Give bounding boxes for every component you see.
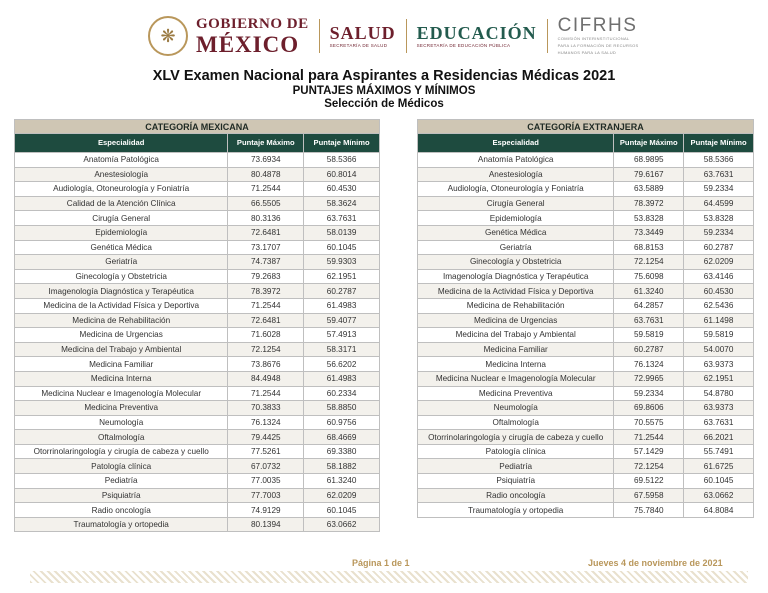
cell-puntaje-minimo: 58.0139 (304, 225, 380, 240)
cell-especialidad: Medicina Preventiva (15, 401, 228, 416)
cell-especialidad: Anestesiología (418, 167, 614, 182)
cell-puntaje-minimo: 59.2334 (684, 225, 754, 240)
cell-puntaje-maximo: 64.2857 (614, 298, 684, 313)
table-row (418, 328, 754, 343)
table-row (15, 313, 380, 328)
cell-puntaje-minimo: 64.8084 (684, 503, 754, 518)
table-row (15, 298, 380, 313)
cell-puntaje-minimo: 61.4983 (304, 298, 380, 313)
cell-puntaje-maximo: 72.9965 (614, 371, 684, 386)
cell-puntaje-minimo: 64.4599 (684, 196, 754, 211)
cell-puntaje-minimo: 61.6725 (684, 459, 754, 474)
cell-especialidad: Neumología (15, 415, 228, 430)
cell-puntaje-maximo: 63.5889 (614, 182, 684, 197)
cell-puntaje-maximo: 72.1254 (228, 342, 304, 357)
cell-puntaje-maximo: 74.7387 (228, 255, 304, 270)
cell-especialidad: Epidemiología (15, 225, 228, 240)
cell-puntaje-minimo: 62.0209 (684, 255, 754, 270)
cell-puntaje-minimo: 63.4146 (684, 269, 754, 284)
cell-puntaje-maximo: 80.3136 (228, 211, 304, 226)
cell-especialidad: Calidad de la Atención Clínica (15, 196, 228, 211)
cell-puntaje-maximo: 80.1394 (228, 517, 304, 532)
cell-especialidad: Genética Médica (418, 225, 614, 240)
cell-puntaje-minimo: 63.7631 (684, 415, 754, 430)
cell-especialidad: Patología clínica (418, 444, 614, 459)
cell-especialidad: Traumatología y ortopedia (15, 517, 228, 532)
educacion-logo: EDUCACIÓN SECRETARÍA DE EDUCACIÓN PÚBLICA (416, 22, 537, 48)
cell-puntaje-maximo: 53.8328 (614, 211, 684, 226)
column-header-maximo: Puntaje Máximo (228, 134, 304, 153)
column-header-minimo: Puntaje Mínimo (684, 134, 754, 153)
table-row (15, 401, 380, 416)
cell-puntaje-maximo: 72.1254 (614, 459, 684, 474)
column-header-minimo: Puntaje Mínimo (304, 134, 380, 153)
cell-especialidad: Medicina Interna (15, 371, 228, 386)
cell-puntaje-maximo: 66.5505 (228, 196, 304, 211)
cell-especialidad: Medicina Nuclear e Imagenología Molecular (418, 371, 614, 386)
table-row (418, 313, 754, 328)
cell-puntaje-minimo: 60.4530 (304, 182, 380, 197)
table-row (15, 474, 380, 489)
cell-puntaje-maximo: 70.5575 (614, 415, 684, 430)
cell-puntaje-minimo: 59.2334 (684, 182, 754, 197)
cell-puntaje-minimo: 58.3624 (304, 196, 380, 211)
cell-especialidad: Medicina Interna (418, 357, 614, 372)
cell-puntaje-minimo: 63.7631 (684, 167, 754, 182)
cell-puntaje-maximo: 71.2544 (228, 386, 304, 401)
cell-especialidad: Cirugía General (15, 211, 228, 226)
table-row (15, 503, 380, 518)
cell-puntaje-maximo: 74.9129 (228, 503, 304, 518)
cell-puntaje-maximo: 68.8153 (614, 240, 684, 255)
cell-especialidad: Psiquiatría (15, 488, 228, 503)
cell-puntaje-maximo: 59.5819 (614, 328, 684, 343)
cell-especialidad: Geriatría (15, 255, 228, 270)
table-categoria-extranjera (417, 119, 754, 518)
cell-puntaje-maximo: 77.0035 (228, 474, 304, 489)
table-row (418, 182, 754, 197)
cell-especialidad: Radio oncología (15, 503, 228, 518)
table-row (418, 153, 754, 168)
document-date: Jueves 4 de noviembre de 2021 (588, 558, 723, 568)
page-selection: Selección de Médicos (324, 98, 444, 110)
cell-puntaje-minimo: 59.5819 (684, 328, 754, 343)
cell-puntaje-minimo: 60.1045 (304, 240, 380, 255)
table-row (15, 488, 380, 503)
cell-puntaje-minimo: 55.7491 (684, 444, 754, 459)
cell-puntaje-maximo: 59.2334 (614, 386, 684, 401)
table-row (15, 225, 380, 240)
cell-puntaje-minimo: 60.1045 (304, 503, 380, 518)
cell-puntaje-maximo: 71.2544 (228, 182, 304, 197)
cell-puntaje-maximo: 71.6028 (228, 328, 304, 343)
table-categoria-mexicana (14, 119, 380, 532)
cell-puntaje-maximo: 73.6934 (228, 153, 304, 168)
cell-puntaje-maximo: 61.3240 (614, 284, 684, 299)
table-row (418, 444, 754, 459)
table-row (15, 269, 380, 284)
cell-especialidad: Medicina Nuclear e Imagenología Molecular (15, 386, 228, 401)
table-row (418, 269, 754, 284)
page-number: Página 1 de 1 (352, 558, 410, 568)
cell-puntaje-maximo: 69.8606 (614, 401, 684, 416)
cell-puntaje-minimo: 60.2334 (304, 386, 380, 401)
cell-puntaje-minimo: 61.3240 (304, 474, 380, 489)
cell-puntaje-maximo: 78.3972 (228, 284, 304, 299)
table-row (15, 357, 380, 372)
cell-puntaje-minimo: 54.0070 (684, 342, 754, 357)
table-row (15, 196, 380, 211)
table-row (418, 459, 754, 474)
cell-puntaje-maximo: 79.2683 (228, 269, 304, 284)
cell-especialidad: Ginecología y Obstetricia (15, 269, 228, 284)
cell-puntaje-minimo: 69.3380 (304, 444, 380, 459)
cell-puntaje-maximo: 75.6098 (614, 269, 684, 284)
cell-puntaje-minimo: 62.1951 (304, 269, 380, 284)
cell-puntaje-minimo: 61.4983 (304, 371, 380, 386)
cell-especialidad: Epidemiología (418, 211, 614, 226)
table-row (418, 357, 754, 372)
table-row (15, 430, 380, 445)
cell-puntaje-minimo: 63.9373 (684, 401, 754, 416)
header-logos (148, 14, 639, 58)
cell-especialidad: Traumatología y ortopedia (418, 503, 614, 518)
column-header-maximo: Puntaje Máximo (614, 134, 684, 153)
table-row (418, 401, 754, 416)
cell-puntaje-minimo: 58.8850 (304, 401, 380, 416)
cell-especialidad: Audiología, Otoneurología y Foniatría (15, 182, 228, 197)
cell-especialidad: Imagenología Diagnóstica y Terapéutica (418, 269, 614, 284)
cell-puntaje-minimo: 58.3171 (304, 342, 380, 357)
cell-puntaje-maximo: 77.5261 (228, 444, 304, 459)
cell-especialidad: Medicina de la Actividad Física y Deportiva (418, 284, 614, 299)
cell-puntaje-minimo: 56.6202 (304, 357, 380, 372)
table-row (418, 196, 754, 211)
cell-puntaje-maximo: 70.3833 (228, 401, 304, 416)
cell-puntaje-minimo: 53.8328 (684, 211, 754, 226)
cell-especialidad: Otorrinolaringología y cirugía de cabeza y cuello (15, 444, 228, 459)
table-row (418, 255, 754, 270)
cell-especialidad: Patología clínica (15, 459, 228, 474)
cell-puntaje-maximo: 63.7631 (614, 313, 684, 328)
salud-logo: SALUD SECRETARÍA DE SALUD (329, 22, 396, 48)
table-row (15, 517, 380, 532)
cell-especialidad: Medicina de Urgencias (15, 328, 228, 343)
cell-puntaje-minimo: 63.0662 (684, 488, 754, 503)
table-row (15, 328, 380, 343)
page-title: XLV Examen Nacional para Aspirantes a Residencias Médicas 2021 (152, 68, 616, 84)
cell-especialidad: Oftalmología (418, 415, 614, 430)
cell-puntaje-minimo: 63.9373 (684, 357, 754, 372)
cell-puntaje-minimo: 61.1498 (684, 313, 754, 328)
table-row (15, 342, 380, 357)
cell-especialidad: Medicina de Rehabilitación (418, 298, 614, 313)
table-row (15, 386, 380, 401)
table-row (418, 240, 754, 255)
cell-especialidad: Medicina Familiar (418, 342, 614, 357)
cell-puntaje-minimo: 62.5436 (684, 298, 754, 313)
cell-especialidad: Medicina del Trabajo y Ambiental (15, 342, 228, 357)
cell-puntaje-maximo: 77.7003 (228, 488, 304, 503)
cell-especialidad: Radio oncología (418, 488, 614, 503)
table-row (418, 342, 754, 357)
cell-puntaje-maximo: 78.3972 (614, 196, 684, 211)
table-row (418, 386, 754, 401)
cifrhs-logo: CIFRHS COMISIÓN INTERINSTITUCIONAL PARA LA FORMACIÓN DE RECURSOS HUMANOS PARA LA SALUD (557, 15, 639, 55)
table-row (15, 255, 380, 270)
logo-divider (547, 19, 548, 53)
cell-puntaje-minimo: 60.2787 (684, 240, 754, 255)
table-row (15, 240, 380, 255)
cell-puntaje-minimo: 54.8780 (684, 386, 754, 401)
cell-especialidad: Anatomía Patológica (15, 153, 228, 168)
cell-puntaje-maximo: 73.3449 (614, 225, 684, 240)
cell-puntaje-maximo: 73.1707 (228, 240, 304, 255)
gobierno-de-mexico-logo: GOBIERNO DE MÉXICO (196, 15, 309, 57)
cell-puntaje-minimo: 68.4669 (304, 430, 380, 445)
cell-puntaje-minimo: 59.9303 (304, 255, 380, 270)
table-row (418, 371, 754, 386)
cell-puntaje-maximo: 79.6167 (614, 167, 684, 182)
cell-especialidad: Medicina de la Actividad Física y Deportiva (15, 298, 228, 313)
column-header-especialidad: Especialidad (418, 134, 614, 153)
cell-puntaje-minimo: 62.1951 (684, 371, 754, 386)
logo-divider (406, 19, 407, 53)
cell-especialidad: Medicina Familiar (15, 357, 228, 372)
page-subtitle: PUNTAJES MÁXIMOS Y MÍNIMOS (292, 85, 476, 97)
cell-especialidad: Pediatría (15, 474, 228, 489)
category-header: CATEGORÍA EXTRANJERA (418, 120, 754, 134)
cell-especialidad: Audiología, Otoneurología y Foniatría (418, 182, 614, 197)
cell-puntaje-maximo: 84.4948 (228, 371, 304, 386)
decorative-footer-pattern (30, 571, 748, 583)
cell-especialidad: Pediatría (418, 459, 614, 474)
table-row (15, 182, 380, 197)
cell-especialidad: Medicina Preventiva (418, 386, 614, 401)
table-row (15, 211, 380, 226)
table-row (15, 459, 380, 474)
cell-puntaje-maximo: 71.2544 (614, 430, 684, 445)
table-row (15, 153, 380, 168)
cell-puntaje-maximo: 79.4425 (228, 430, 304, 445)
cell-puntaje-minimo: 63.7631 (304, 211, 380, 226)
table-row (418, 430, 754, 445)
cell-puntaje-minimo: 62.0209 (304, 488, 380, 503)
cell-especialidad: Genética Médica (15, 240, 228, 255)
table-row (15, 284, 380, 299)
cell-puntaje-maximo: 67.0732 (228, 459, 304, 474)
cell-puntaje-maximo: 68.9895 (614, 153, 684, 168)
cell-puntaje-minimo: 59.4077 (304, 313, 380, 328)
table-row (418, 284, 754, 299)
table-row (15, 444, 380, 459)
cell-puntaje-minimo: 63.0662 (304, 517, 380, 532)
cell-puntaje-maximo: 76.1324 (614, 357, 684, 372)
cell-especialidad: Geriatría (418, 240, 614, 255)
cell-puntaje-maximo: 73.8676 (228, 357, 304, 372)
category-header: CATEGORÍA MEXICANA (15, 120, 380, 134)
cell-puntaje-minimo: 60.9756 (304, 415, 380, 430)
cell-puntaje-minimo: 60.4530 (684, 284, 754, 299)
cell-especialidad: Otorrinolaringología y cirugía de cabeza y cuello (418, 430, 614, 445)
cell-especialidad: Neumología (418, 401, 614, 416)
cell-puntaje-maximo: 80.4878 (228, 167, 304, 182)
cell-puntaje-minimo: 66.2021 (684, 430, 754, 445)
cell-especialidad: Imagenología Diagnóstica y Terapéutica (15, 284, 228, 299)
cell-puntaje-maximo: 67.5958 (614, 488, 684, 503)
cell-especialidad: Cirugía General (418, 196, 614, 211)
table-row (15, 371, 380, 386)
cell-puntaje-minimo: 60.8014 (304, 167, 380, 182)
cell-puntaje-minimo: 58.1882 (304, 459, 380, 474)
cell-especialidad: Medicina del Trabajo y Ambiental (418, 328, 614, 343)
table-row (418, 211, 754, 226)
table-row (15, 415, 380, 430)
table-row (418, 298, 754, 313)
cell-puntaje-maximo: 76.1324 (228, 415, 304, 430)
cell-especialidad: Anatomía Patológica (418, 153, 614, 168)
cell-especialidad: Medicina de Urgencias (418, 313, 614, 328)
table-row (418, 488, 754, 503)
cell-especialidad: Anestesiología (15, 167, 228, 182)
cell-puntaje-maximo: 72.6481 (228, 225, 304, 240)
table-row (15, 167, 380, 182)
cell-especialidad: Psiquiatría (418, 474, 614, 489)
cell-puntaje-minimo: 58.5366 (304, 153, 380, 168)
table-row (418, 474, 754, 489)
cell-puntaje-minimo: 58.5366 (684, 153, 754, 168)
cell-puntaje-maximo: 72.6481 (228, 313, 304, 328)
table-row (418, 415, 754, 430)
eagle-seal-icon: ❋ (148, 16, 188, 56)
table-row (418, 503, 754, 518)
cell-puntaje-minimo: 57.4913 (304, 328, 380, 343)
table-row (418, 167, 754, 182)
cell-puntaje-minimo: 60.2787 (304, 284, 380, 299)
cell-especialidad: Ginecología y Obstetricia (418, 255, 614, 270)
cell-especialidad: Medicina de Rehabilitación (15, 313, 228, 328)
logo-divider (319, 19, 320, 53)
cell-puntaje-maximo: 57.1429 (614, 444, 684, 459)
cell-especialidad: Oftalmología (15, 430, 228, 445)
cell-puntaje-maximo: 60.2787 (614, 342, 684, 357)
cell-puntaje-maximo: 69.5122 (614, 474, 684, 489)
document-titles (0, 68, 768, 110)
cell-puntaje-maximo: 72.1254 (614, 255, 684, 270)
column-header-especialidad: Especialidad (15, 134, 228, 153)
table-row (418, 225, 754, 240)
cell-puntaje-maximo: 71.2544 (228, 298, 304, 313)
cell-puntaje-maximo: 75.7840 (614, 503, 684, 518)
cell-puntaje-minimo: 60.1045 (684, 474, 754, 489)
